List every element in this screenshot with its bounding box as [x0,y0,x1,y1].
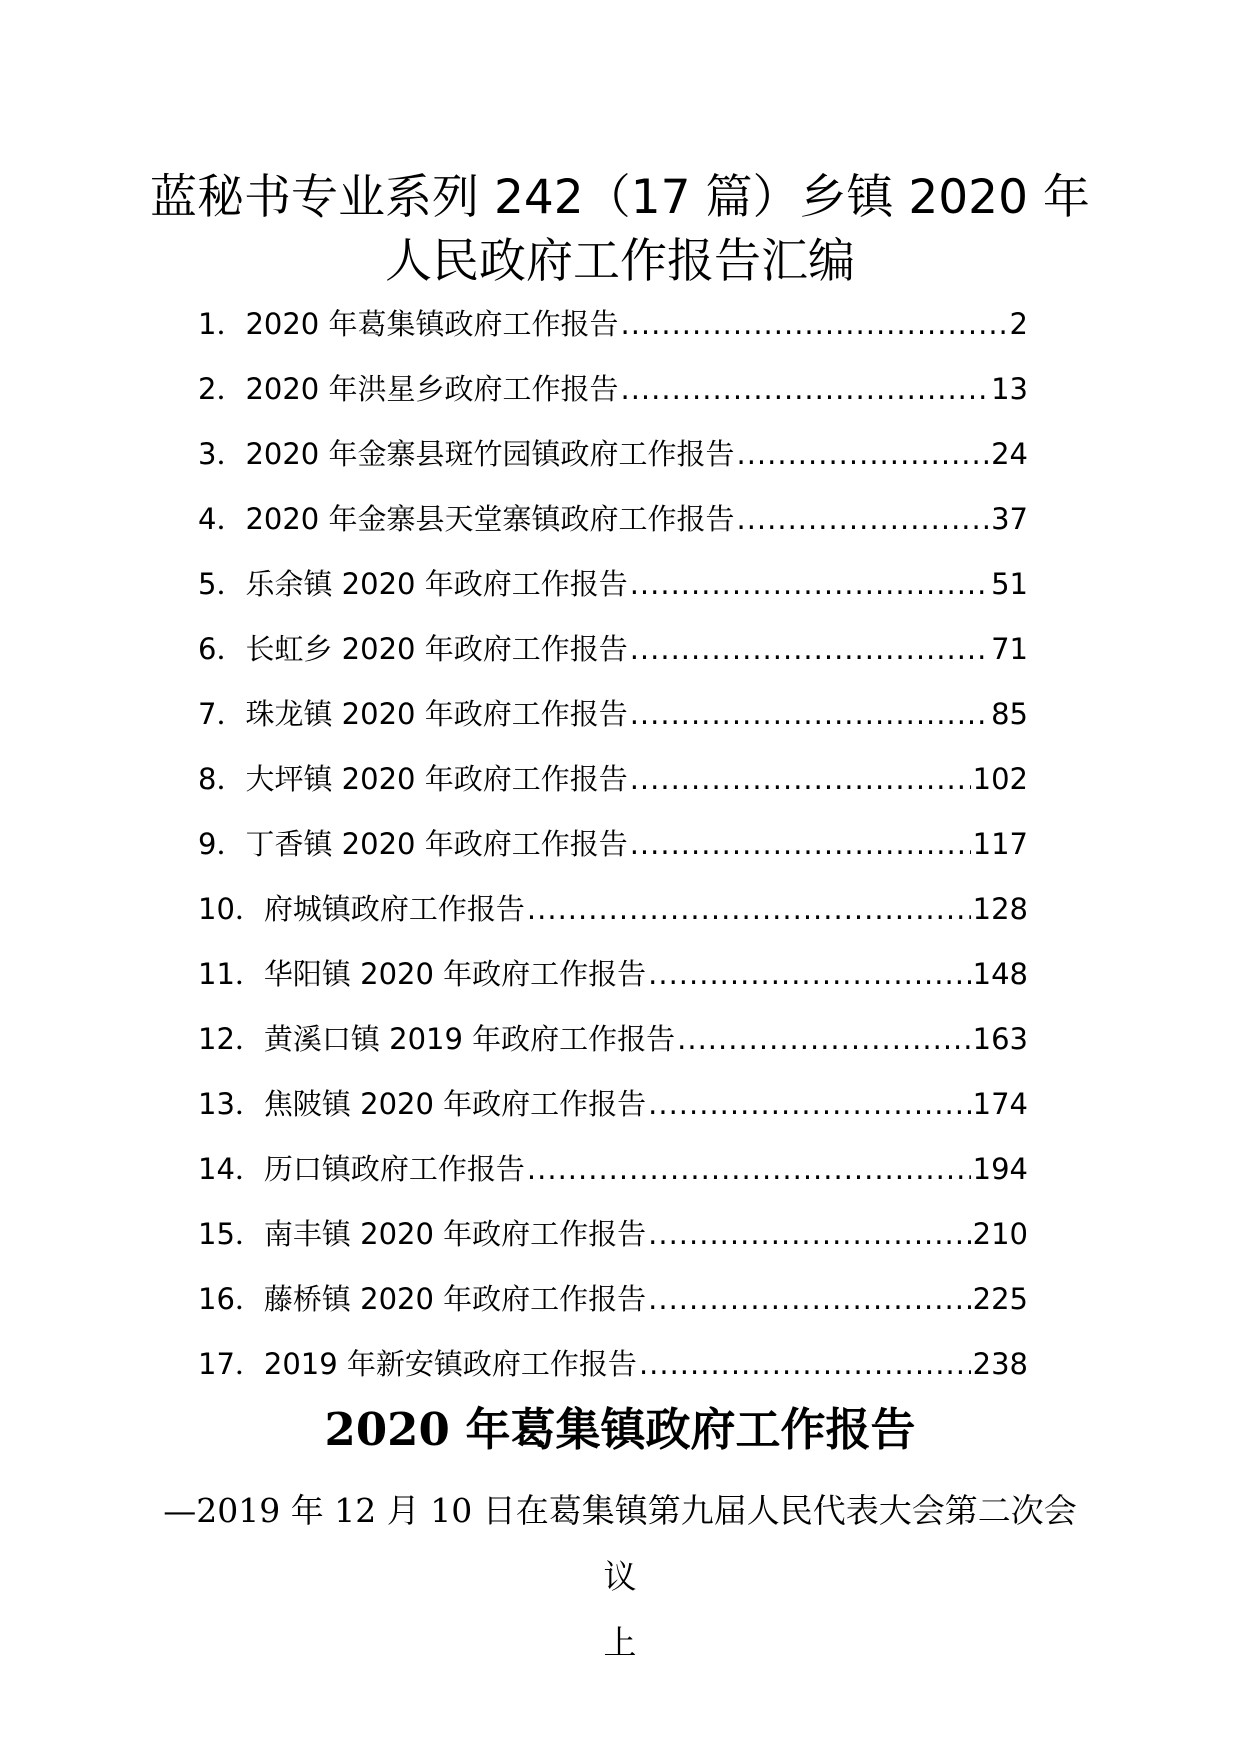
toc-entry-page-number: 102 [972,762,1028,796]
toc-entry-title: 南丰镇 2020 年政府工作报告 [263,1217,647,1251]
toc-entry-title: 乐余镇 2020 年政府工作报告 [245,567,628,601]
toc-entry-number: 17． [198,1347,264,1381]
toc-entry-page-number: 37 [991,502,1028,536]
toc-entry-title: 2020 年葛集镇政府工作报告 [245,307,619,341]
toc-leader-dots [630,627,989,671]
report-subtitle [150,1478,1090,1676]
toc-entry-number: 1． [198,307,246,341]
toc-entry-page-number: 174 [972,1087,1028,1121]
toc-leader-dots [620,367,989,411]
toc-entry-number: 16． [198,1282,264,1316]
toc-entry-number: 15． [198,1217,264,1251]
toc-entry-number: 13． [198,1087,264,1121]
toc-entry-title: 历口镇政府工作报告 [263,1152,525,1186]
toc-entry[interactable] [198,692,1028,757]
toc-entry-number: 7． [198,697,246,731]
toc-entry-number: 8． [198,762,246,796]
report-subtitle-line-2: 上 [603,1623,637,1662]
toc-leader-dots [736,432,989,476]
toc-entry-page-number: 225 [972,1282,1028,1316]
toc-entry[interactable] [198,757,1028,822]
toc-entry[interactable] [198,952,1028,1017]
toc-entry-title: 2019 年新安镇政府工作报告 [263,1347,637,1381]
toc-entry-number: 11． [198,957,264,991]
toc-entry-page-number: 51 [991,567,1028,601]
toc-entry-page-number: 13 [991,372,1028,406]
compilation-title-line-1: 蓝秘书专业系列 242（17 篇）乡镇 2020 年 [150,170,1090,225]
toc-entry-number: 9． [198,827,246,861]
toc-entry[interactable] [198,497,1028,562]
toc-entry[interactable] [198,887,1028,952]
toc-entry-page-number: 238 [972,1347,1028,1381]
toc-entry-number: 5． [198,567,246,601]
toc-leader-dots [677,1017,970,1061]
toc-entry-page-number: 194 [972,1152,1028,1186]
toc-entry-number: 2． [198,372,246,406]
toc-entry-number: 4． [198,502,246,536]
toc-leader-dots [630,757,971,801]
toc-entry-number: 14． [198,1152,264,1186]
toc-leader-dots [639,1342,971,1386]
toc-entry-title: 2020 年金寨县斑竹园镇政府工作报告 [245,437,735,471]
toc-entry[interactable] [198,1212,1028,1277]
toc-leader-dots [630,822,971,866]
toc-leader-dots [648,1082,970,1126]
toc-leader-dots [527,1147,971,1191]
toc-leader-dots [630,692,989,736]
toc-entry-number: 6． [198,632,246,666]
toc-entry[interactable] [198,1147,1028,1212]
toc-entry-title: 焦陂镇 2020 年政府工作报告 [263,1087,647,1121]
toc-entry[interactable] [198,562,1028,627]
toc-entry-page-number: 117 [972,827,1028,861]
toc-leader-dots [648,1212,970,1256]
toc-entry[interactable] [198,302,1028,367]
toc-entry[interactable] [198,367,1028,432]
toc-entry-title: 华阳镇 2020 年政府工作报告 [263,957,647,991]
toc-leader-dots [620,302,1007,346]
toc-entry-title: 2020 年金寨县天堂寨镇政府工作报告 [245,502,735,536]
toc-entry-number: 12． [198,1022,264,1056]
toc-entry-page-number: 128 [972,892,1028,926]
toc-entry-title: 丁香镇 2020 年政府工作报告 [245,827,628,861]
toc-entry-page-number: 210 [972,1217,1028,1251]
toc-entry-title: 长虹乡 2020 年政府工作报告 [245,632,628,666]
toc-entry-title: 珠龙镇 2020 年政府工作报告 [245,697,628,731]
toc-entry-page-number: 85 [991,697,1028,731]
toc-entry-number: 10． [198,892,264,926]
toc-entry-title: 藤桥镇 2020 年政府工作报告 [263,1282,647,1316]
toc-leader-dots [630,562,989,606]
table-of-contents [198,302,1028,1407]
toc-leader-dots [648,952,970,996]
toc-leader-dots [736,497,989,541]
report-heading: 2020 年葛集镇政府工作报告 [324,1403,916,1456]
toc-entry[interactable] [198,1342,1028,1407]
compilation-title-line-2: 人民政府工作报告汇编 [385,234,855,289]
toc-entry[interactable] [198,1082,1028,1147]
toc-entry[interactable] [198,432,1028,497]
toc-entry[interactable] [198,627,1028,692]
toc-entry-title: 府城镇政府工作报告 [263,892,525,926]
toc-entry[interactable] [198,822,1028,887]
toc-entry-page-number: 163 [972,1022,1028,1056]
toc-entry[interactable] [198,1277,1028,1342]
toc-entry-page-number: 71 [991,632,1028,666]
toc-leader-dots [648,1277,970,1321]
toc-entry-number: 3． [198,437,246,471]
toc-entry[interactable] [198,1017,1028,1082]
toc-leader-dots [527,887,971,931]
toc-entry-page-number: 24 [991,437,1028,471]
toc-entry-page-number: 2 [1009,307,1028,341]
toc-entry-title: 大坪镇 2020 年政府工作报告 [245,762,628,796]
toc-entry-title: 黄溪口镇 2019 年政府工作报告 [263,1022,676,1056]
report-subtitle-line-1: —2019 年 12 月 10 日在葛集镇第九届人民代表大会第二次会议 [163,1491,1077,1596]
toc-entry-page-number: 148 [972,957,1028,991]
toc-entry-title: 2020 年洪星乡政府工作报告 [245,372,619,406]
